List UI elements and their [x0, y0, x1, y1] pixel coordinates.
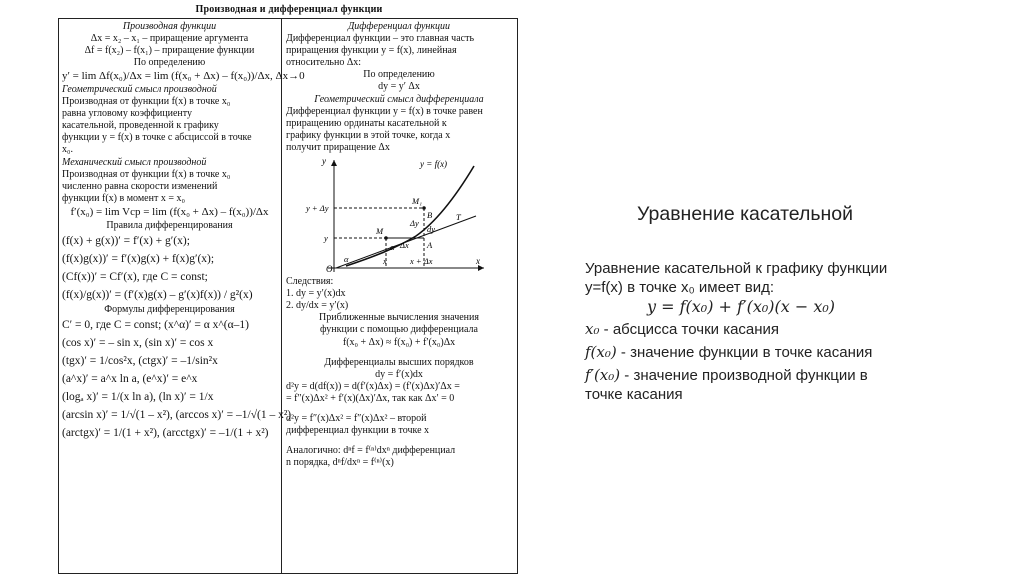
nth-differential-line: Аналогично: dⁿf = f⁽ⁿ⁾dxⁿ дифференциал [286, 445, 456, 457]
second-differential-line: дифференциал функции в точке x [286, 425, 430, 437]
formula-sheet [58, 0, 520, 574]
diff-formula: (logₐ x)′ = 1/(x ln a), (ln x)′ = 1/x [62, 390, 214, 403]
derivative-subheader: Геометрический смысл производной [62, 83, 217, 95]
definition-fx0 [585, 343, 961, 362]
rule-formula: (f(x)g(x))′ = f′(x)g(x) + f(x)g′(x); [62, 252, 215, 265]
diff-formula: (tgx)′ = 1/cos²x, (ctgx)′ = –1/sin²x [62, 354, 218, 367]
formulas-header: Формулы дифференцирования [104, 303, 235, 315]
tangent-equation-panel [565, 183, 961, 507]
diff-formula: (cos x)′ = – sin x, (sin x)′ = cos x [62, 336, 214, 349]
rule-formula: (Cf(x))′ = Cf′(x), где C = const; [62, 270, 208, 283]
dy-label: dy [427, 224, 436, 235]
curve-label: y = f(x) [420, 159, 448, 170]
derivative-line: касательной, проведенной к графику [62, 120, 219, 132]
y-label: y [324, 233, 328, 244]
alpha-label: α [344, 254, 349, 265]
definition-x0 [585, 320, 961, 339]
y-plus-dy-label: y + Δy [306, 203, 329, 214]
differential-line: По определению [363, 69, 435, 81]
function-curve [346, 166, 474, 266]
definition-continuation: точке касания [585, 386, 683, 403]
consequences-header: Следствия: [286, 276, 334, 288]
x-label: x [383, 256, 387, 267]
point-m [384, 236, 388, 240]
point-m-label: M [376, 226, 384, 237]
derivative-line: По определению [133, 57, 206, 69]
derivative-line: равна угловому коэффициенту [62, 108, 193, 120]
diff-formula: (arctgx)′ = 1/(1 + x²), (arcctgx)′ = –1/(1 + x²) [62, 426, 269, 439]
approx-formula: f(x₀ + Δx) ≈ f(x₀) + f′(x₀)Δx [342, 336, 456, 348]
differential-line: получит приращение Δx [286, 141, 390, 153]
derivative-line: Δx = x₂ – x₁ – приращение аргумента [90, 33, 249, 45]
alpha-label: α [390, 242, 395, 253]
derivative-line: x₀. [62, 144, 73, 156]
rules-header: Правила дифференцирования [106, 219, 233, 231]
definition-text: - значение функции в точке касания [616, 344, 873, 361]
derivative-line: Производная от функции f(x) в точке x₀ [62, 168, 231, 180]
higher-order-header: Дифференциалы высших порядков [324, 356, 474, 368]
differential-subheader: Геометрический смысл дифференциала [314, 93, 484, 105]
derivative-line: функции y = f(x) в точке с абсциссой в точке [62, 132, 252, 144]
tangent-formula: y = f(x₀) + f′(x₀)(x − x₀) [647, 297, 836, 316]
rule-formula: (f(x) + g(x))′ = f′(x) + g′(x); [62, 234, 190, 247]
derivative-column [62, 21, 305, 442]
panel-text-line: y=f(x) в точке x₀ имеет вид: [585, 279, 775, 296]
y-axis-label: y [322, 156, 326, 167]
consequence-item: 2. dy/dx = y′(x) [286, 300, 349, 312]
derivative-header: Производная функции [122, 21, 217, 32]
velocity-formula: f′(x₀) = lim Vср = lim (f(x₀ + Δx) – f(x₀))/Δx [70, 205, 269, 218]
differential-formula: dy = y′ Δx [378, 81, 420, 93]
point-a-label: A [427, 240, 433, 251]
consequence-item: 1. dy = y′(x)dx [286, 288, 346, 300]
definition-math: f′(x₀) [585, 366, 621, 384]
definition-math: x₀ [585, 320, 600, 338]
definition-text: - значение производной функции в [620, 367, 868, 384]
higher-order-formula: d²y = d(df(x)) = d(f′(x)Δx) = (f′(x)Δx)′Δx = [286, 380, 460, 392]
differential-line: приращения функции y = f(x), линейная [286, 45, 457, 57]
differential-line: приращению ординаты касательной к [286, 117, 447, 129]
derivative-line: Δf = f(x₂) – f(x₁) – приращение функции [84, 45, 255, 57]
derivative-line: Производная от функции f(x) в точке x₀ [62, 96, 231, 108]
delta-y-label: Δy [410, 218, 419, 229]
differential-line: Дифференциал функции – это главная часть [286, 33, 475, 45]
definition-dfx0 [585, 366, 961, 385]
nth-differential-line: n порядка, dⁿf/dxⁿ = f⁽ⁿ⁾(x) [286, 457, 394, 469]
approx-line: Приближенные вычисления значения [319, 312, 479, 324]
higher-order-formula: dy = f′(x)dx [375, 368, 423, 380]
sheet-frame [58, 18, 518, 574]
origin-label: O [326, 264, 333, 275]
differential-line: Дифференциал функции y = f(x) в точке равен [286, 105, 483, 117]
differential-header: Дифференциал функции [347, 21, 451, 32]
diff-formula: (a^x)′ = a^x ln a, (e^x)′ = e^x [62, 372, 198, 385]
delta-x-label: Δx [400, 240, 409, 251]
point-m1 [422, 206, 426, 210]
second-differential-line: d²y = f″(x)Δx² = f″(x)Δx² – второй [286, 412, 427, 424]
rule-formula: (f(x)/g(x))′ = (f′(x)g(x) – g′(x)f(x)) / g²(x) [62, 288, 253, 301]
differential-line: графику функции в этой точке, когда x [286, 129, 451, 141]
panel-text-line: Уравнение касательной к графику функции [585, 260, 888, 277]
differential-graph [306, 156, 486, 274]
derivative-line: численно равна скорости изменений [62, 180, 218, 192]
point-m1-label: M₁ [412, 196, 423, 207]
higher-order-formula: = f″(x)Δx² + f′(x)(Δx)′Δx, так как Δx′ = 0 [286, 392, 455, 404]
diff-formula: (arcsin x)′ = 1/√(1 – x²), (arccos x)′ = –1/√(1 – x²) [62, 408, 292, 421]
derivative-limit-formula: y′ = lim Δf(x₀)/Δx = lim (f(x₀ + Δx) – f(x₀))/Δx, Δx→0 [62, 70, 305, 83]
y-axis-arrow [331, 160, 337, 166]
panel-body [585, 259, 961, 404]
x-axis-label: x [476, 256, 480, 267]
sheet-title: Производная и дифференциал функции [195, 4, 383, 15]
diff-formula: C′ = 0, где C = const; (x^α)′ = α x^(α–1) [62, 318, 249, 331]
point-b-label: B [427, 210, 433, 221]
derivative-subheader: Механический смысл производной [62, 156, 207, 168]
panel-title: Уравнение касательной [637, 203, 854, 225]
differential-line: относительно Δx: [286, 57, 362, 69]
approx-line: функции с помощью дифференциала [320, 324, 478, 336]
derivative-line: функции f(x) в момент x = x₀ [62, 192, 185, 204]
x-plus-dx-label: x + Δx [410, 256, 433, 267]
column-divider [281, 19, 282, 573]
differential-column [286, 21, 512, 469]
definition-text: - абсцисса точки касания [599, 321, 780, 338]
tangent-t-label: T [456, 212, 461, 223]
definition-math: f(x₀) [585, 343, 617, 361]
